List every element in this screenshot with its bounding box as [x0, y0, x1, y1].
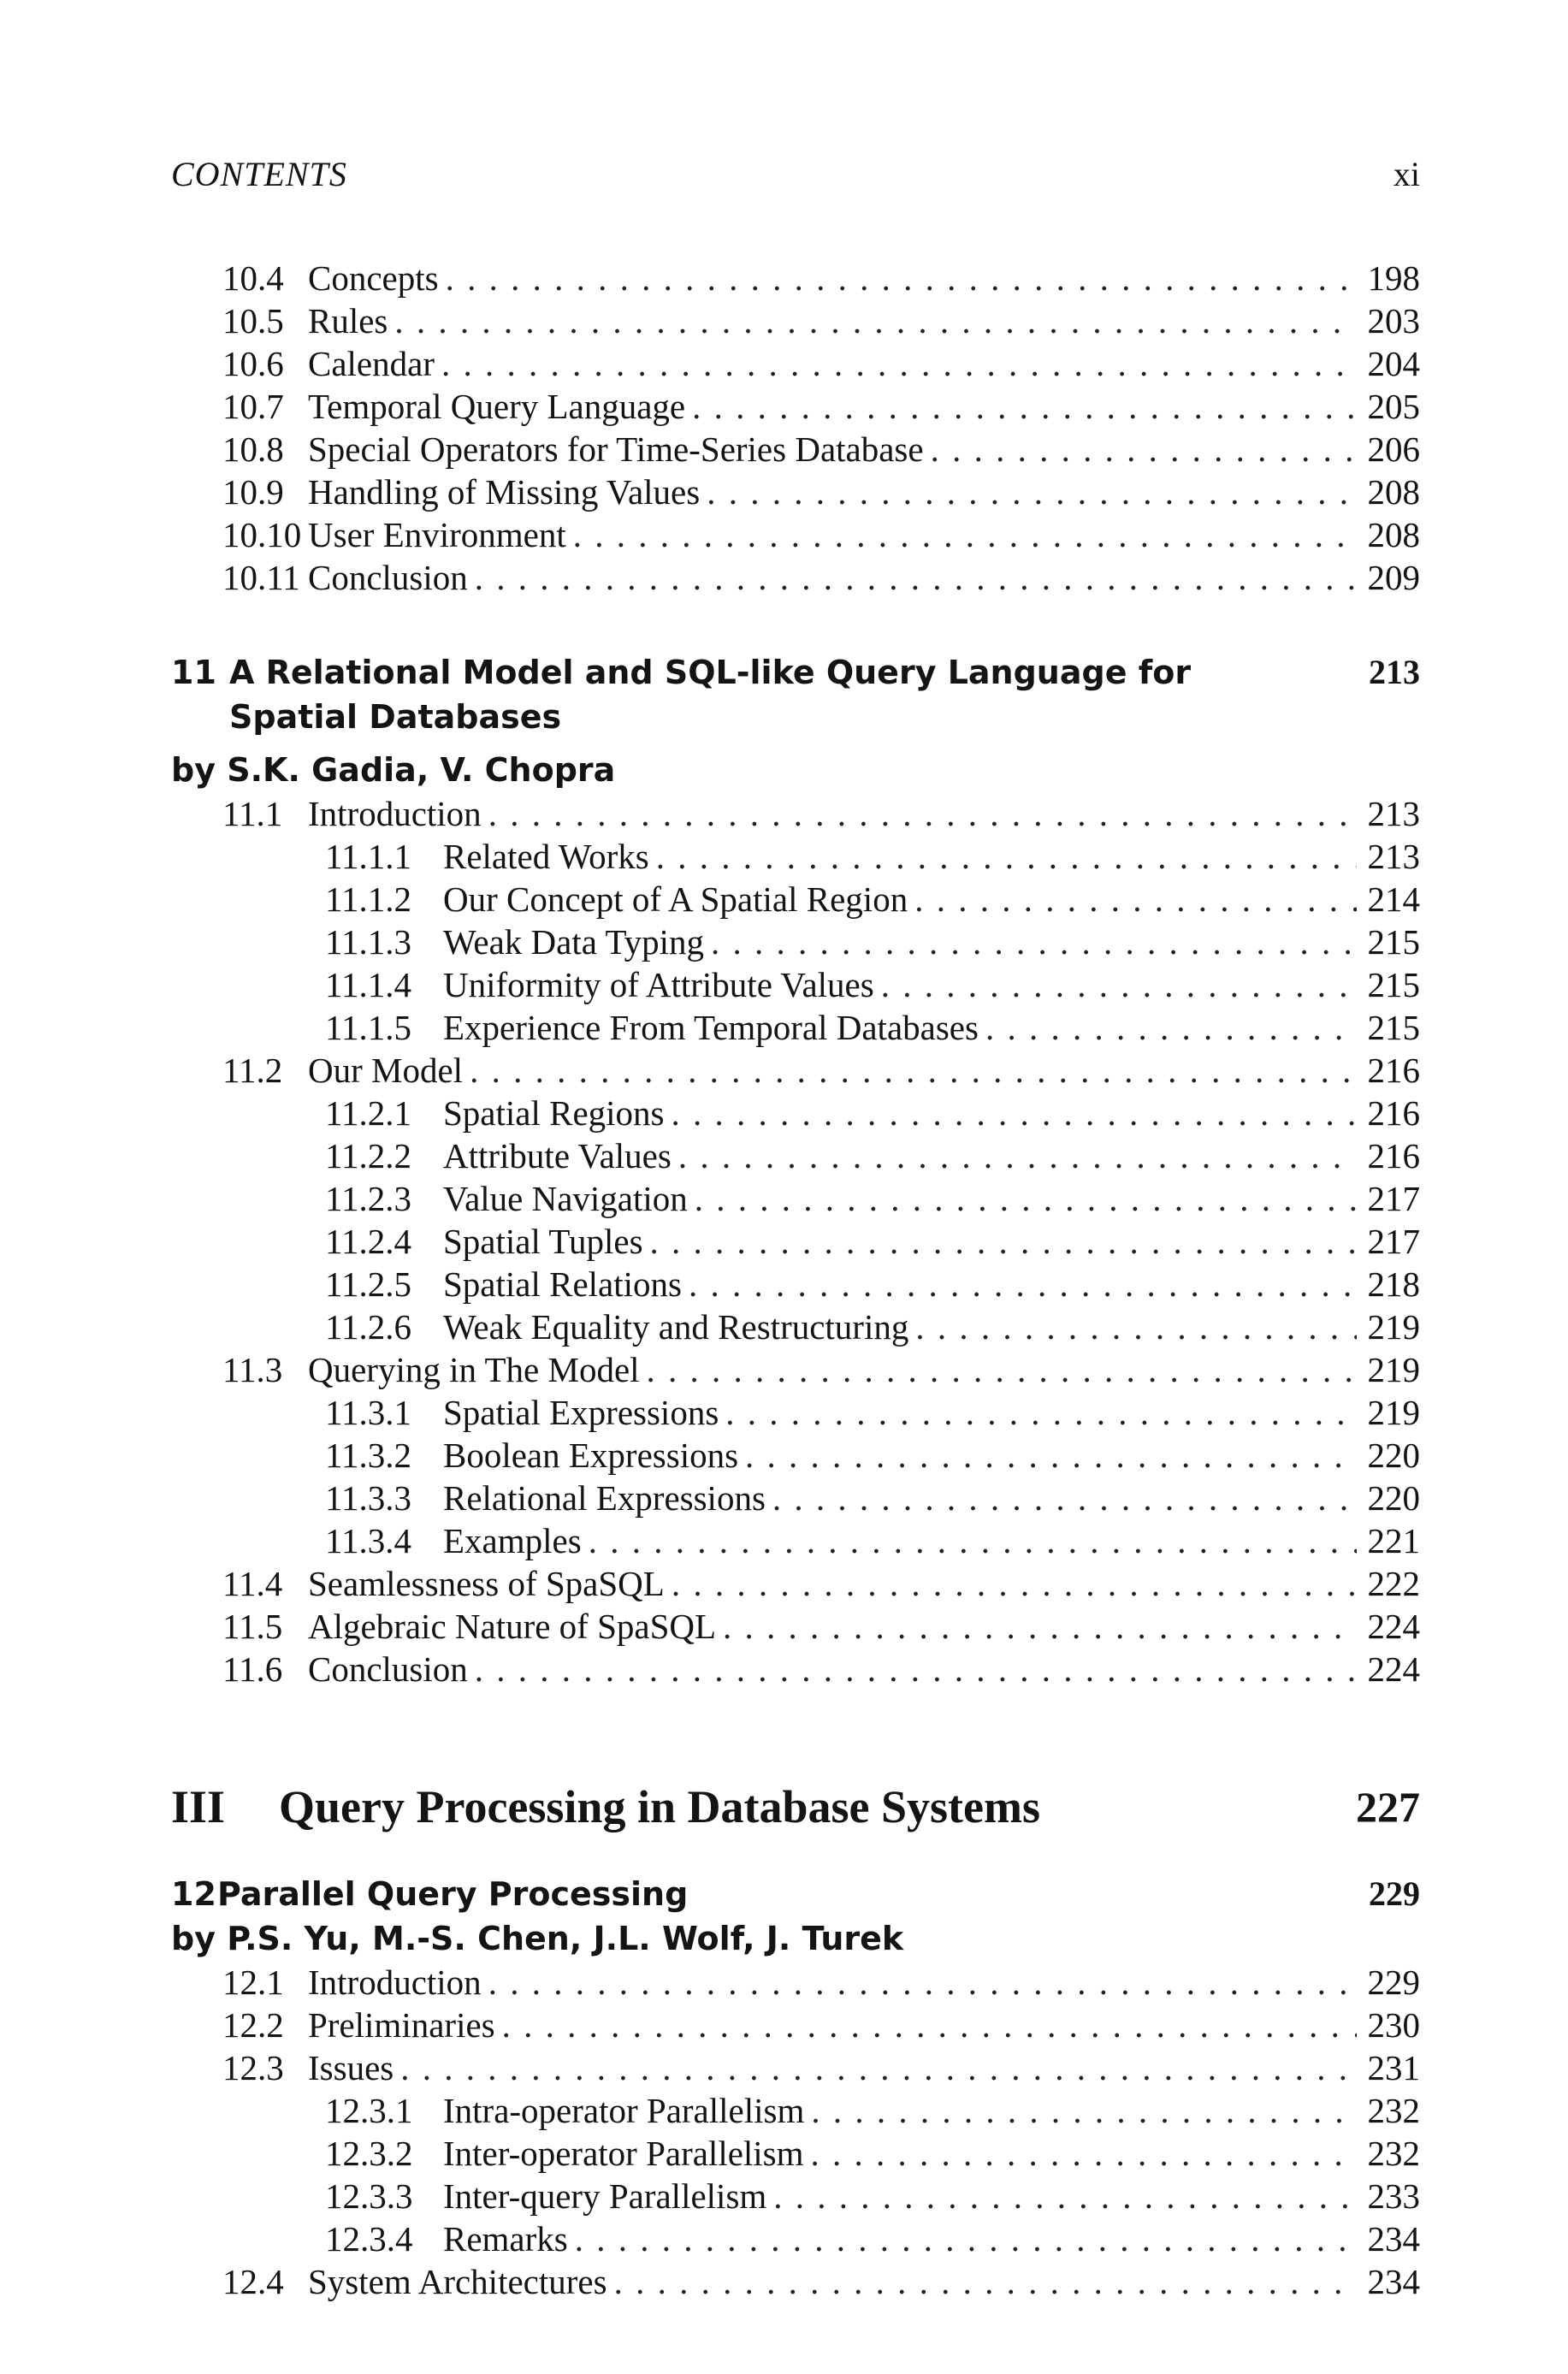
- toc-entry[interactable]: [171, 513, 1420, 556]
- section-page: 213: [1367, 837, 1420, 876]
- section-number: 11.6: [222, 1649, 283, 1689]
- toc-entry[interactable]: [171, 1348, 1420, 1391]
- toc-subentry[interactable]: [171, 1092, 1420, 1134]
- table-of-contents: [171, 257, 1420, 2303]
- section-title: Concepts: [308, 258, 439, 298]
- section-title: Spatial Expressions: [443, 1393, 719, 1432]
- section-number: 12.3.1: [325, 2091, 413, 2130]
- toc-entry[interactable]: [171, 1648, 1420, 1690]
- toc-entry[interactable]: [171, 2260, 1420, 2303]
- toc-entry[interactable]: [171, 428, 1420, 471]
- section-number: 11.2.4: [325, 1222, 411, 1261]
- section-number: 12.1: [222, 1963, 284, 2002]
- section-title: Inter-operator Parallelism: [443, 2134, 804, 2173]
- section-number: 12.3: [222, 2048, 284, 2087]
- section-title: Spatial Tuples: [443, 1222, 643, 1261]
- section-page: 233: [1367, 2176, 1420, 2216]
- section-page: 219: [1367, 1307, 1420, 1347]
- section-page: 216: [1367, 1093, 1420, 1133]
- section-number: 12.2: [222, 2005, 284, 2045]
- section-number: 12.3.4: [325, 2219, 413, 2259]
- leader-dots: [914, 878, 1357, 921]
- leader-dots: [931, 428, 1357, 471]
- section-number: 11.2.6: [325, 1307, 411, 1347]
- section-number: 10.9: [222, 472, 284, 512]
- toc-entry[interactable]: [171, 471, 1420, 513]
- leader-dots: [488, 1961, 1357, 2004]
- leader-dots: [589, 1519, 1357, 1562]
- section-number: 11.1.5: [325, 1008, 411, 1047]
- section-title: Intra-operator Parallelism: [443, 2091, 805, 2130]
- toc-entry[interactable]: [171, 556, 1420, 599]
- section-page: 220: [1367, 1478, 1420, 1518]
- section-page: 224: [1367, 1607, 1420, 1646]
- section-title: Special Operators for Time-Series Database: [308, 429, 924, 469]
- section-page: 205: [1367, 387, 1420, 426]
- toc-subentry[interactable]: [171, 1305, 1420, 1348]
- toc-subentry[interactable]: [171, 1434, 1420, 1477]
- running-head-title: CONTENTS: [171, 155, 347, 193]
- section-title: Introduction: [308, 1963, 482, 2002]
- toc-entry[interactable]: [171, 257, 1420, 299]
- section-number: 11.3: [222, 1350, 283, 1389]
- leader-dots: [678, 1134, 1357, 1177]
- leader-dots: [502, 2004, 1357, 2046]
- toc-subentry[interactable]: [171, 963, 1420, 1006]
- section-number: 11.1.3: [325, 922, 411, 962]
- section-number: 11.3.4: [325, 1521, 411, 1560]
- section-number: 10.7: [222, 387, 284, 426]
- leader-dots: [745, 1434, 1357, 1477]
- section-number: 11.2: [222, 1051, 283, 1090]
- section-page: 215: [1367, 1008, 1420, 1047]
- section-title: Spatial Relations: [443, 1264, 682, 1304]
- section-title: Handling of Missing Values: [308, 472, 701, 512]
- chapter-title: A Relational Model and SQL-like Query Language for: [229, 654, 1192, 691]
- toc-entry[interactable]: [171, 2004, 1420, 2046]
- toc-subentry[interactable]: [171, 1134, 1420, 1177]
- leader-dots: [811, 2132, 1357, 2175]
- section-number: 11.1: [222, 794, 283, 833]
- section-page: 232: [1367, 2091, 1420, 2130]
- section-page: 198: [1367, 258, 1420, 298]
- section-number: 11.3.1: [325, 1393, 411, 1432]
- leader-dots: [915, 1305, 1357, 1348]
- leader-dots: [647, 1348, 1357, 1391]
- leader-dots: [650, 1220, 1357, 1263]
- section-number: 11.2.5: [325, 1264, 411, 1304]
- section-title: Experience From Temporal Databases: [443, 1008, 979, 1047]
- section-number: 11.5: [222, 1607, 283, 1646]
- section-page: 222: [1367, 1564, 1420, 1603]
- section-page: 232: [1367, 2134, 1420, 2173]
- leader-dots: [441, 342, 1357, 385]
- leader-dots: [689, 1263, 1357, 1305]
- toc-subentry[interactable]: [171, 1519, 1420, 1562]
- section-number: 11.2.2: [325, 1136, 411, 1175]
- section-page: 217: [1367, 1222, 1420, 1261]
- leader-dots: [614, 2260, 1357, 2303]
- section-number: 11.1.2: [325, 879, 411, 919]
- section-title: Weak Equality and Restructuring: [443, 1307, 909, 1347]
- leader-dots: [394, 299, 1357, 342]
- section-number: 11.1.4: [325, 965, 411, 1004]
- section-page: 234: [1367, 2219, 1420, 2259]
- section-title: Inter-query Parallelism: [443, 2176, 767, 2216]
- chapter-12-heading[interactable]: [171, 1872, 1420, 1961]
- section-title: Boolean Expressions: [443, 1436, 739, 1475]
- section-title: System Architectures: [308, 2262, 607, 2301]
- section-number: 11.4: [222, 1564, 283, 1603]
- part-page: 227: [1356, 1783, 1420, 1831]
- toc-subentry[interactable]: [171, 2132, 1420, 2175]
- toc-subentry[interactable]: [171, 1477, 1420, 1519]
- section-page: 206: [1367, 429, 1420, 469]
- section-number: 10.10: [222, 515, 302, 554]
- toc-entry[interactable]: [171, 1049, 1420, 1092]
- leader-dots: [475, 556, 1357, 599]
- leader-dots: [575, 2217, 1357, 2260]
- section-title: Conclusion: [308, 1649, 468, 1689]
- toc-subentry[interactable]: [171, 1391, 1420, 1434]
- section-page: 218: [1367, 1264, 1420, 1304]
- leader-dots: [400, 2046, 1357, 2089]
- toc-subentry[interactable]: [171, 1220, 1420, 1263]
- section-page: 214: [1367, 879, 1420, 919]
- section-page: 209: [1367, 558, 1420, 597]
- leader-dots: [446, 257, 1357, 299]
- section-title: Conclusion: [308, 558, 468, 597]
- section-title: Seamlessness of SpaSQL: [308, 1564, 665, 1603]
- section-title: Related Works: [443, 837, 649, 876]
- section-title: Our Model: [308, 1051, 464, 1090]
- leader-dots: [692, 385, 1357, 428]
- section-number: 10.11: [222, 558, 300, 597]
- section-page: 208: [1367, 515, 1420, 554]
- leader-dots: [707, 471, 1357, 513]
- chapter-number: 12: [171, 1875, 216, 1913]
- chapter-number: 11: [171, 654, 216, 691]
- leader-dots: [656, 835, 1357, 878]
- section-page: 234: [1367, 2262, 1420, 2301]
- section-title: Weak Data Typing: [443, 922, 705, 962]
- leader-dots: [672, 1092, 1357, 1134]
- section-page: 215: [1367, 965, 1420, 1004]
- chapter-title: Parallel Query Processing: [217, 1875, 689, 1913]
- section-title: Issues: [308, 2048, 394, 2087]
- section-title: Value Navigation: [443, 1179, 688, 1218]
- section-title: Spatial Regions: [443, 1093, 665, 1133]
- chapter-authors: by S.K. Gadia, V. Chopra: [171, 751, 616, 789]
- toc-entry[interactable]: [171, 1562, 1420, 1605]
- section-title: Temporal Query Language: [308, 387, 686, 426]
- section-page: 208: [1367, 472, 1420, 512]
- section-title: Attribute Values: [443, 1136, 672, 1175]
- toc-subentry[interactable]: [171, 835, 1420, 878]
- leader-dots: [470, 1049, 1357, 1092]
- section-number: 12.4: [222, 2262, 284, 2301]
- section-title: Algebraic Nature of SpaSQL: [308, 1607, 717, 1646]
- section-title: Calendar: [308, 344, 435, 383]
- toc-entry[interactable]: [171, 385, 1420, 428]
- section-page: 204: [1367, 344, 1420, 383]
- chapter-11-heading[interactable]: [171, 650, 1420, 792]
- leader-dots: [985, 1006, 1357, 1049]
- section-title: Uniformity of Attribute Values: [443, 965, 874, 1004]
- leader-dots: [725, 1391, 1357, 1434]
- toc-subentry[interactable]: [171, 1177, 1420, 1220]
- section-title: Introduction: [308, 794, 482, 833]
- section-title: Our Concept of A Spatial Region: [443, 879, 908, 919]
- leader-dots: [573, 513, 1357, 556]
- leader-dots: [672, 1562, 1357, 1605]
- toc-subentry[interactable]: [171, 2175, 1420, 2217]
- section-page: 229: [1367, 1963, 1420, 2002]
- toc-subentry[interactable]: [171, 2217, 1420, 2260]
- leader-dots: [772, 1477, 1357, 1519]
- leader-dots: [711, 921, 1357, 963]
- section-page: 230: [1367, 2005, 1420, 2045]
- toc-subentry[interactable]: [171, 1006, 1420, 1049]
- running-head: [171, 154, 1420, 205]
- section-page: 219: [1367, 1350, 1420, 1389]
- section-number: 10.5: [222, 301, 284, 340]
- toc-subentry[interactable]: [171, 2089, 1420, 2132]
- section-number: 10.6: [222, 344, 284, 383]
- section-title: User Environment: [308, 515, 566, 554]
- section-title: Relational Expressions: [443, 1478, 766, 1518]
- section-title: Remarks: [443, 2219, 568, 2259]
- section-page: 231: [1367, 2048, 1420, 2087]
- section-page: 203: [1367, 301, 1420, 340]
- chapter-page: 213: [1369, 653, 1420, 691]
- section-number: 12.3.2: [325, 2134, 413, 2173]
- leader-dots: [475, 1648, 1357, 1690]
- section-title: Querying in The Model: [308, 1350, 640, 1389]
- section-page: 224: [1367, 1649, 1420, 1689]
- section-number: 11.3.2: [325, 1436, 411, 1475]
- leader-dots: [773, 2175, 1357, 2217]
- section-page: 220: [1367, 1436, 1420, 1475]
- toc-entry[interactable]: [171, 2046, 1420, 2089]
- part-number: III: [171, 1781, 226, 1832]
- page-number: xi: [1393, 155, 1420, 193]
- chapter-title-continued: Spatial Databases: [229, 698, 562, 736]
- leader-dots: [811, 2089, 1357, 2132]
- section-number: 11.2.3: [325, 1179, 411, 1218]
- toc-subentry[interactable]: [171, 1263, 1420, 1305]
- section-number: 11.2.1: [325, 1093, 411, 1133]
- section-page: 219: [1367, 1393, 1420, 1432]
- section-number: 12.3.3: [325, 2176, 413, 2216]
- section-page: 216: [1367, 1136, 1420, 1175]
- chapter-page: 229: [1369, 1874, 1420, 1913]
- section-page: 213: [1367, 794, 1420, 833]
- section-title: Rules: [308, 301, 388, 340]
- toc-entry[interactable]: [171, 1961, 1420, 2004]
- toc-subentry[interactable]: [171, 878, 1420, 921]
- part-title: Query Processing in Database Systems: [279, 1781, 1040, 1832]
- section-page: 221: [1367, 1521, 1420, 1560]
- section-number: 11.3.3: [325, 1478, 411, 1518]
- toc-subentry[interactable]: [171, 921, 1420, 963]
- section-page: 216: [1367, 1051, 1420, 1090]
- leader-dots: [488, 792, 1357, 835]
- section-page: 217: [1367, 1179, 1420, 1218]
- part-3-heading[interactable]: [171, 1773, 1420, 1841]
- leader-dots: [723, 1605, 1357, 1648]
- toc-entry[interactable]: [171, 792, 1420, 835]
- section-number: 10.8: [222, 429, 284, 469]
- leader-dots: [695, 1177, 1357, 1220]
- section-page: 215: [1367, 922, 1420, 962]
- section-title: Examples: [443, 1521, 582, 1560]
- section-number: 10.4: [222, 258, 284, 298]
- chapter-authors: by P.S. Yu, M.-S. Chen, J.L. Wolf, J. Turek: [171, 1920, 904, 1957]
- toc-entry[interactable]: [171, 1605, 1420, 1648]
- leader-dots: [881, 963, 1357, 1006]
- section-title: Preliminaries: [308, 2005, 495, 2045]
- toc-entry[interactable]: [171, 299, 1420, 342]
- section-number: 11.1.1: [325, 837, 411, 876]
- toc-entry[interactable]: [171, 342, 1420, 385]
